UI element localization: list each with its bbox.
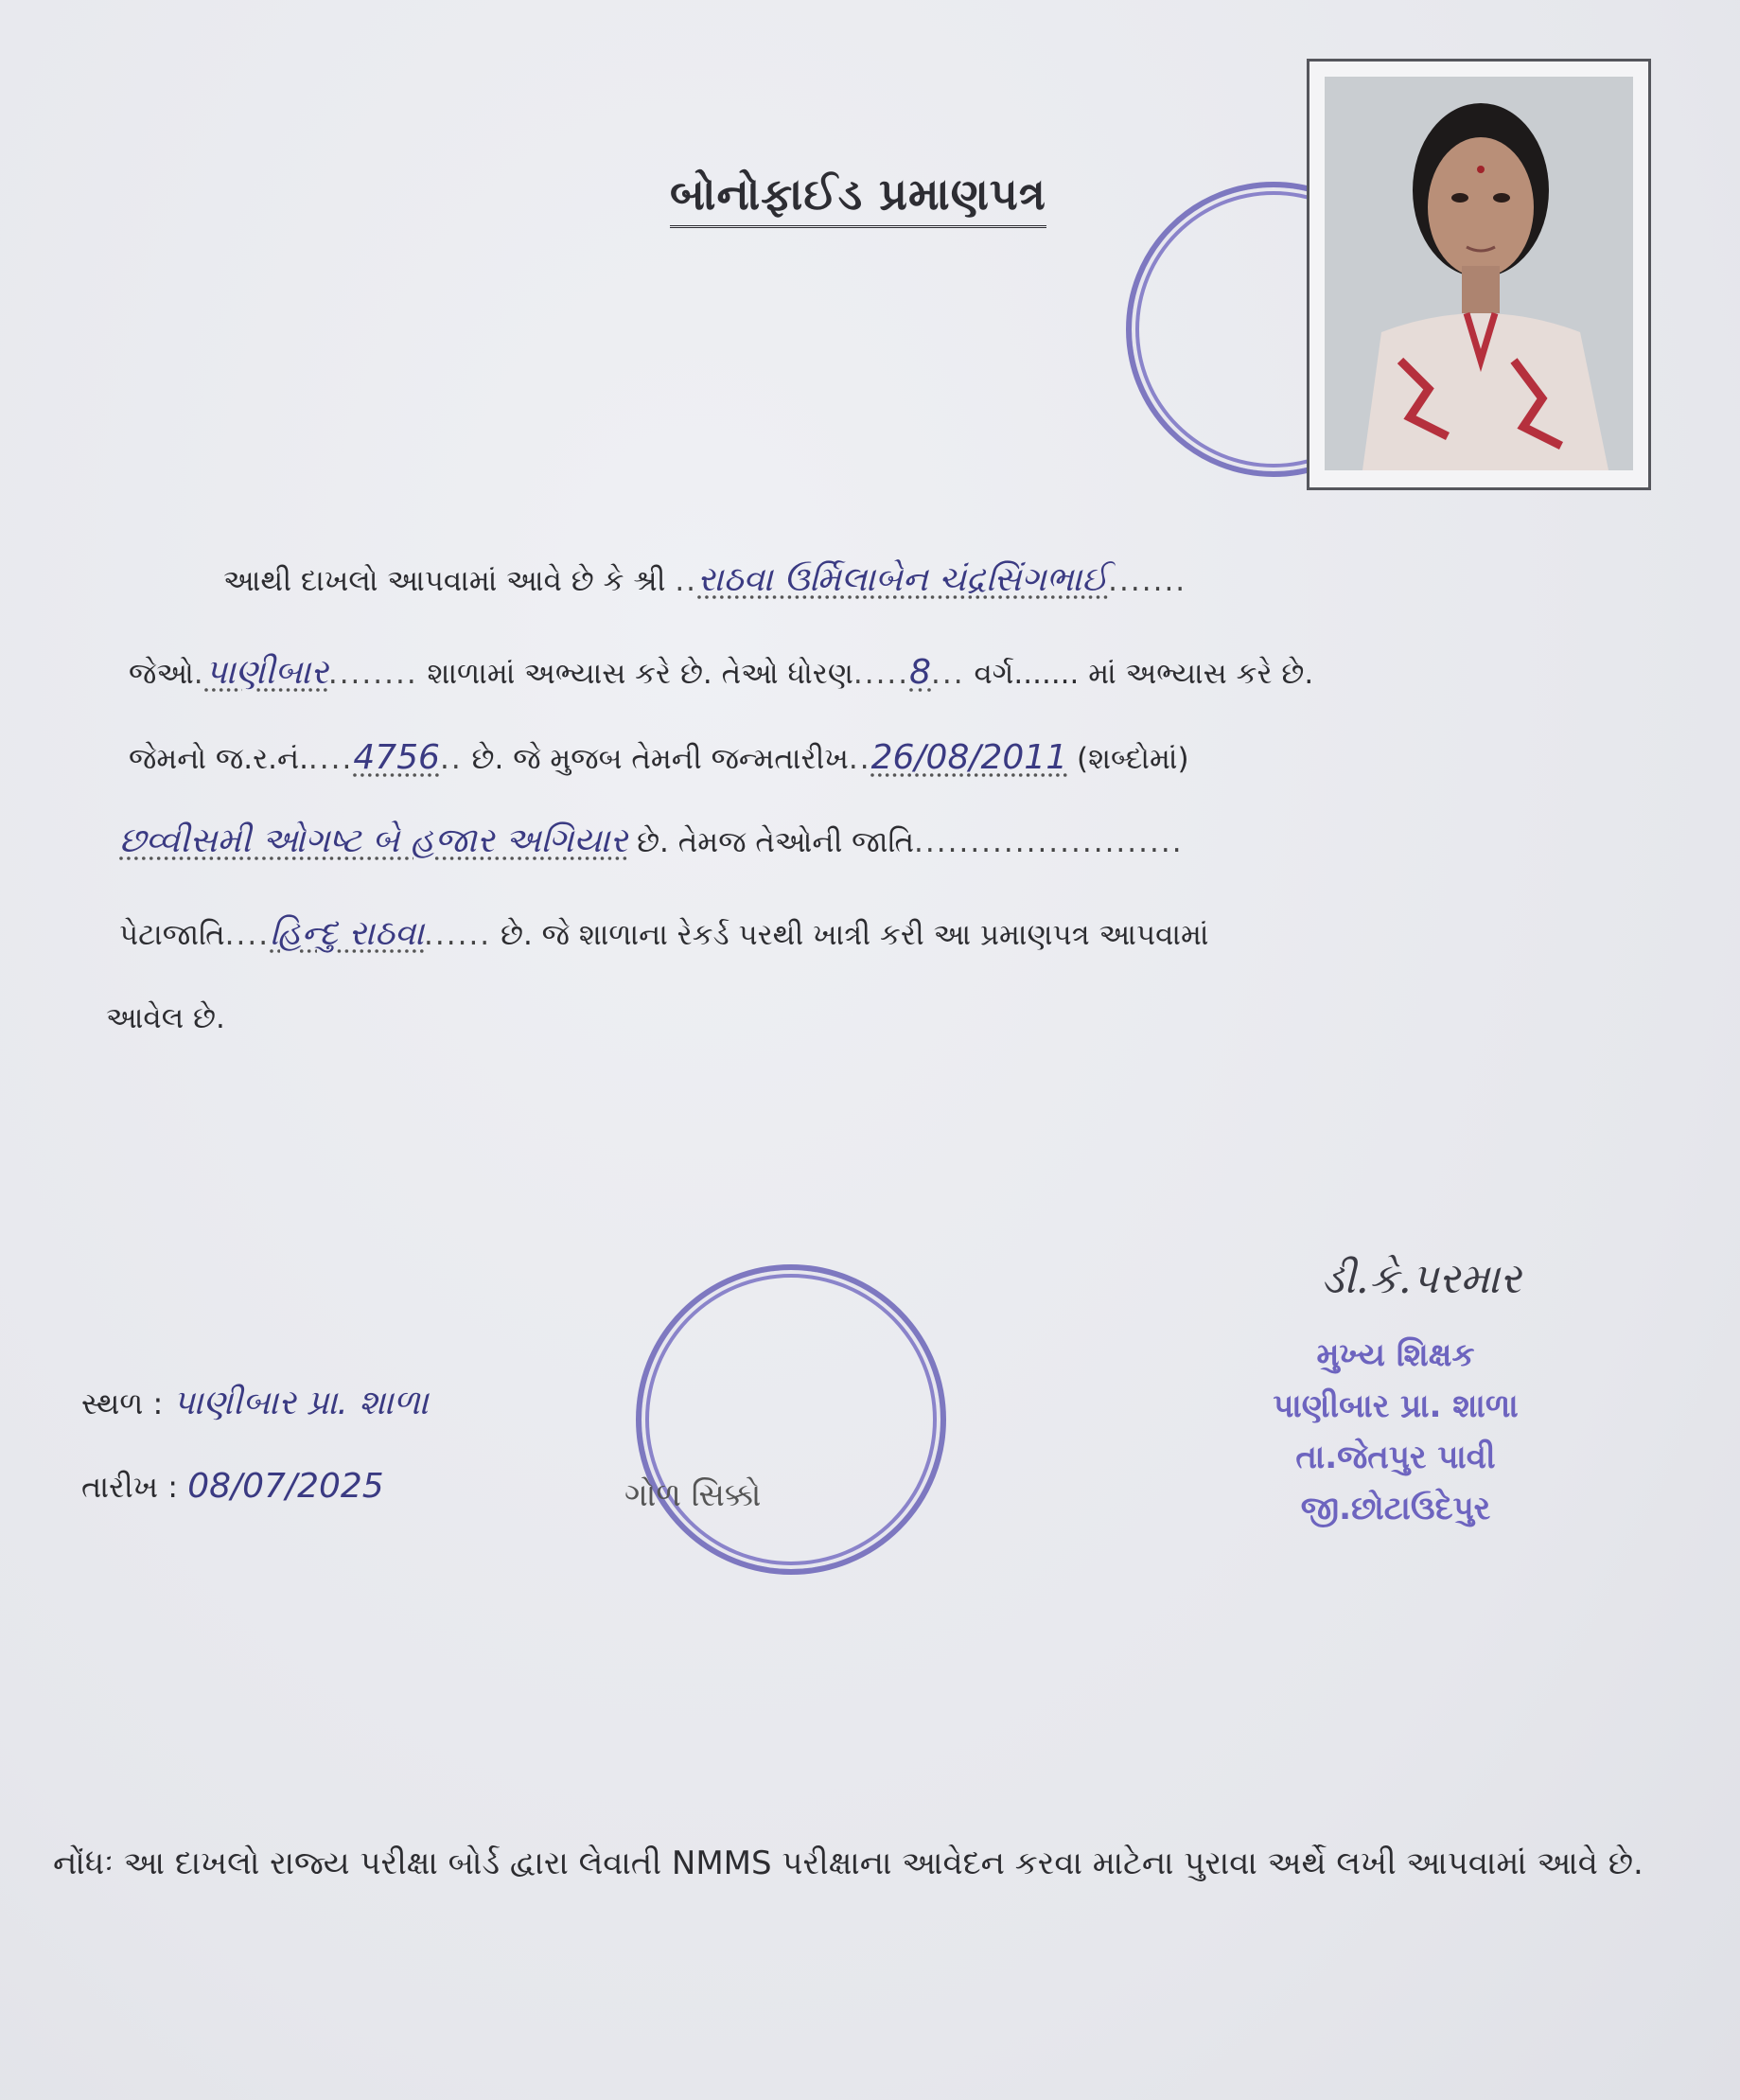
line5-suffix: છે. જે શાળાના રેકર્ડ પરથી ખાત્રી કરી આ પ્રમાણપત્ર આપવામાં bbox=[501, 918, 1209, 952]
body-line-2: જેઓ.પાણીબાર........ શાળામાં અભ્યાસ કરે છે. તેઓ ધોરણ.....8... વર્ગ....... માં અભ્યાસ કરે છે. bbox=[129, 653, 1314, 692]
date-row bbox=[81, 1467, 384, 1506]
body-line-4: છવ્વીસમી ઓગષ્ટ બે હજાર અગિયાર છે. તેમજ તેઓની જાતિ........................ bbox=[119, 821, 1184, 860]
register-number: 4756 bbox=[353, 738, 440, 777]
school-round-seal bbox=[636, 1264, 946, 1575]
birth-date: 26/08/2011 bbox=[870, 738, 1068, 777]
subcaste: હિન્દુ રાઠવા bbox=[270, 914, 425, 953]
student-photo bbox=[1325, 77, 1633, 470]
birth-date-words: છવ્વીસમી ઓગષ્ટ બે હજાર અગિયાર bbox=[119, 821, 628, 860]
line2-mid: શાળામાં અભ્યાસ કરે છે. તેઓ ધોરણ bbox=[427, 657, 853, 691]
line3-prefix: જેમનો જ.ર.નં. bbox=[129, 742, 308, 776]
head-stamp-line-1: મુખ્ય શિક્ષક bbox=[1316, 1336, 1475, 1374]
line2-prefix: જેઓ bbox=[129, 657, 194, 691]
date-label: તારીખ : bbox=[81, 1469, 179, 1505]
body-line-3: જેમનો જ.ર.નં.....4756.. છે. જે મુજબ તેમની જન્મતારીખ..26/08/2011 (શબ્દોમાં) bbox=[129, 738, 1189, 777]
line1-prefix: આથી દાખલો આપવામાં આવે છે કે શ્રી bbox=[223, 564, 666, 598]
place-row bbox=[81, 1384, 429, 1423]
standard: 8 bbox=[909, 653, 932, 692]
body-line-6: આવેલ છે. bbox=[106, 1001, 225, 1035]
certificate-title: બોનોફાઈડ પ્રમાણપત્ર bbox=[670, 168, 1046, 228]
school-handwritten: પાણીબાર bbox=[204, 653, 328, 692]
seal-label: ગોળ સિક્કો bbox=[624, 1476, 762, 1514]
head-stamp-line-3: તા.જેતપુર પાવી bbox=[1295, 1438, 1496, 1476]
line3-mid: છે. જે મુજબ તેમની જન્મતારીખ bbox=[471, 742, 849, 776]
head-stamp-line-4: જી.છોટાઉદેપુર bbox=[1300, 1490, 1491, 1527]
student-name: રાઠવા ઉર્મિલાબેન ચંદ્રસિંગભાઈ bbox=[697, 560, 1109, 599]
place-label: સ્થળ : bbox=[81, 1385, 164, 1421]
body-line-5: પેટાજાતિ....હિન્દુ રાઠવા...... છે. જે શાળાના રેકર્ડ પરથી ખાત્રી કરી આ પ્રમાણપત્ર આપવામાં bbox=[119, 914, 1209, 953]
student-photo-frame bbox=[1307, 59, 1651, 490]
line3-suffix: (શબ્દોમાં) bbox=[1076, 742, 1189, 776]
line5-prefix: પેટાજાતિ bbox=[119, 918, 225, 952]
date-value: 08/07/2025 bbox=[187, 1467, 384, 1506]
headmaster-signature: ડી.કે.પરમાર bbox=[1321, 1255, 1521, 1303]
body-line-1: આથી દાખલો આપવામાં આવે છે કે શ્રી ..રાઠવા ઉર્મિલાબેન ચંદ્રસિંગભાઈ....... bbox=[223, 560, 1187, 599]
line2-suffix: વર્ગ....... માં અભ્યાસ કરે છે. bbox=[974, 657, 1314, 691]
line4-suffix: છે. તેમજ તેઓની જાતિ bbox=[637, 825, 915, 859]
footnote: નોંધઃ આ દાખલો રાજ્ય પરીક્ષા બોર્ડ દ્વારા લેવાતી NMMS પરીક્ષાના આવેદન કરવા માટેના પુરાવા અર્થે લખી આપવામાં આવે છે. bbox=[53, 1844, 1643, 1882]
place-value: પાણીબાર પ્રા. શાળા bbox=[172, 1384, 429, 1422]
head-stamp-line-2: પાણીબાર પ્રા. શાળા bbox=[1273, 1387, 1519, 1425]
